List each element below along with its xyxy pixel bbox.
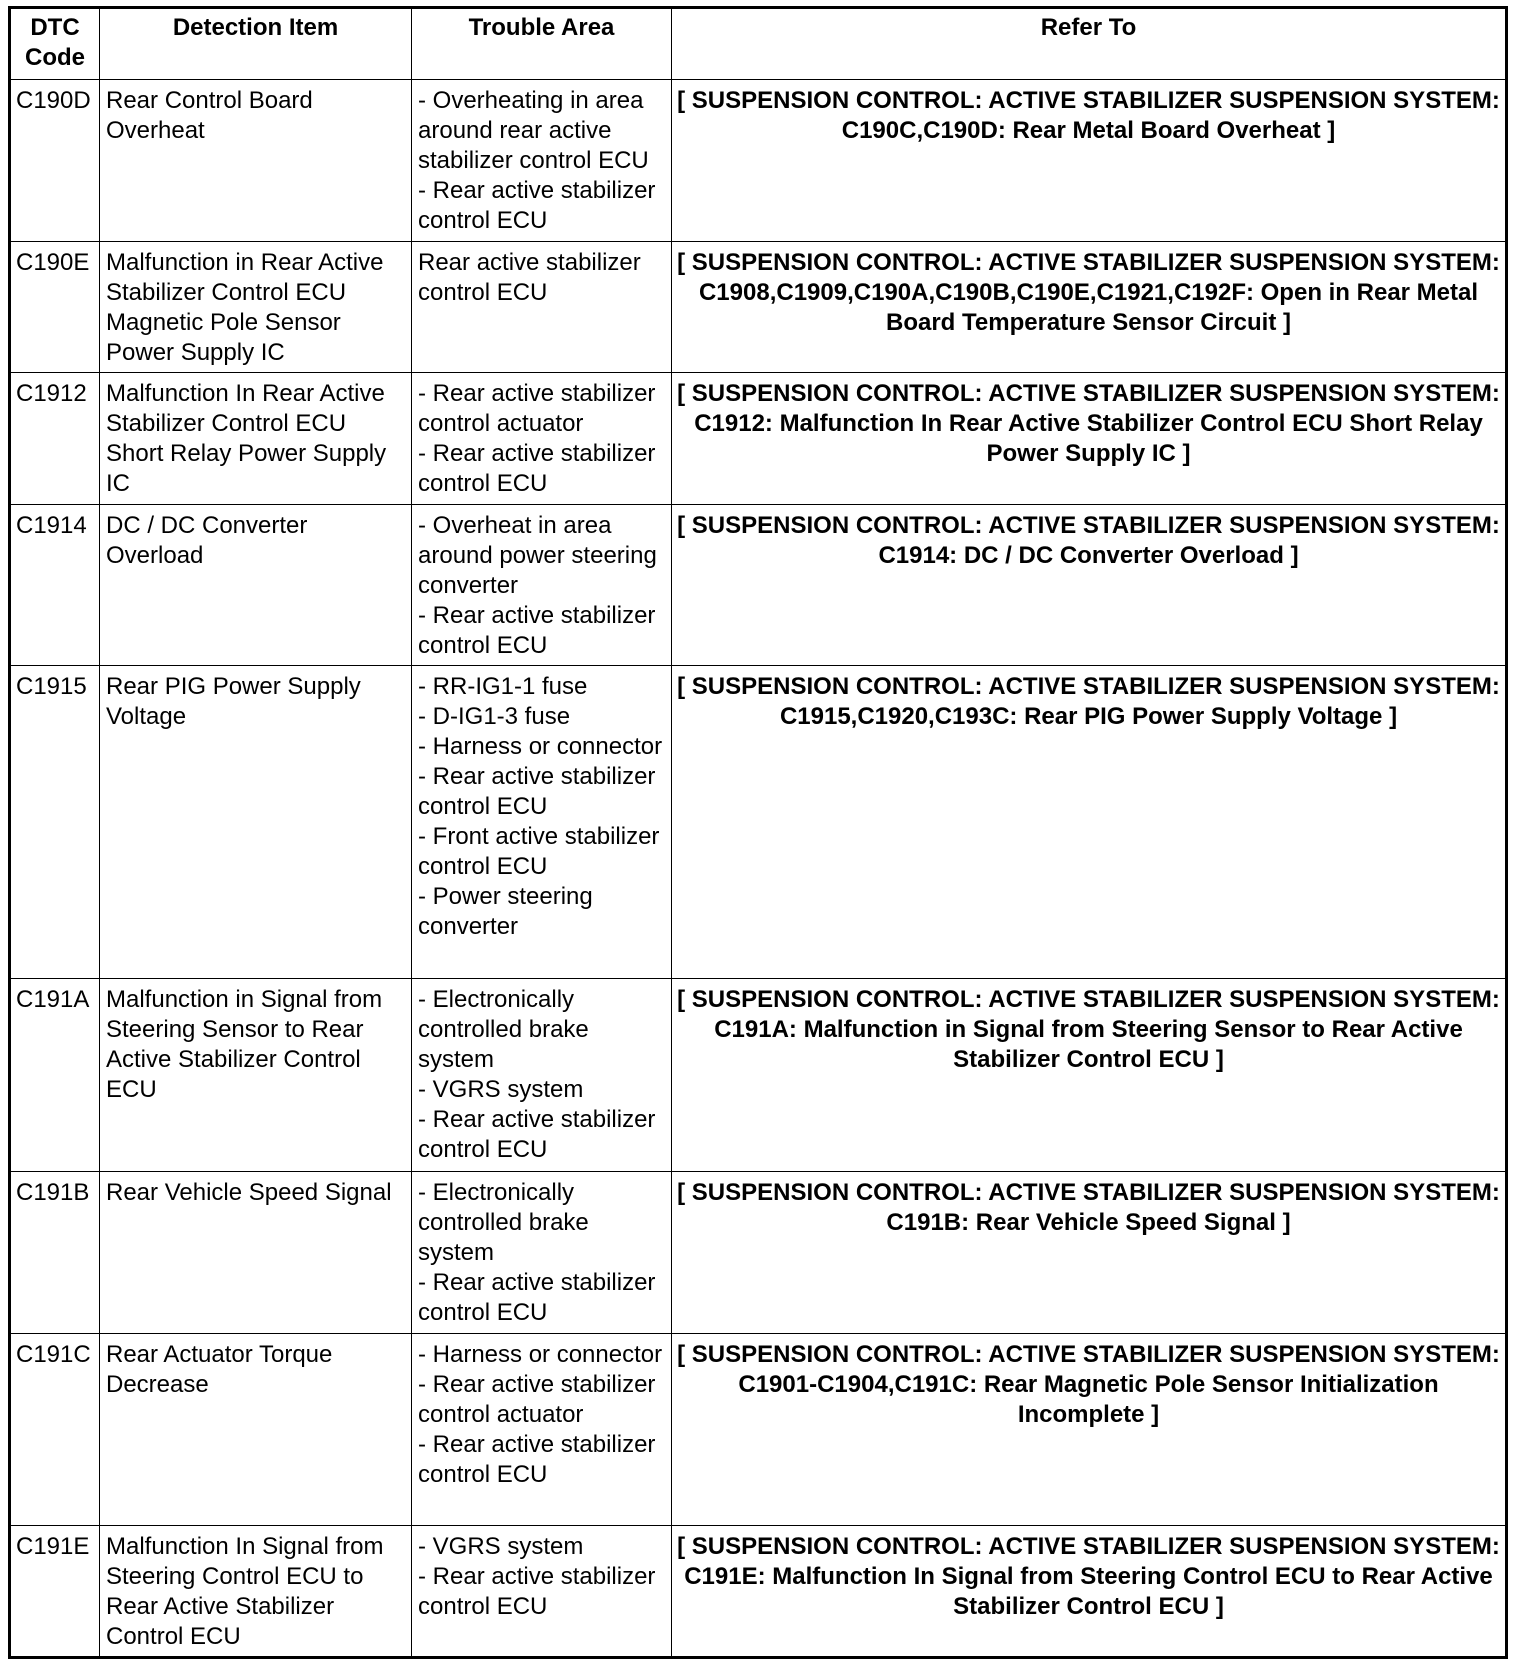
- refer-to-link[interactable]: [ SUSPENSION CONTROL: ACTIVE STABILIZER SUSPENSION SYSTEM: C190C,C190D: Rear Metal Board Overheat ]: [672, 80, 1507, 242]
- trouble-area-item: Rear active stabilizer control ECU: [418, 248, 648, 306]
- table-row: [10, 373, 1507, 505]
- detection-item-cell: Rear Actuator Torque Decrease: [100, 1333, 412, 1526]
- dtc-code-cell: C191A: [10, 979, 100, 1172]
- dtc-code-cell: C1915: [10, 666, 100, 979]
- refer-to-link[interactable]: [ SUSPENSION CONTROL: ACTIVE STABILIZER SUSPENSION SYSTEM: C191B: Rear Vehicle Speed Signal ]: [672, 1172, 1507, 1334]
- detection-item-cell: Malfunction in Signal from Steering Sensor to Rear Active Stabilizer Control ECU: [100, 979, 412, 1172]
- trouble-area-item: - VGRS system: [418, 1533, 584, 1561]
- table-row: [10, 1333, 1507, 1526]
- detection-item-cell: Rear PIG Power Supply Voltage: [100, 666, 412, 979]
- refer-to-link[interactable]: [ SUSPENSION CONTROL: ACTIVE STABILIZER SUSPENSION SYSTEM: C1908,C1909,C190A,C190B,C190E,C1921,C192F: Open in Rear Metal Board Temperature Sensor Circuit ]: [672, 241, 1507, 373]
- header-detection-item: Detection Item: [100, 8, 412, 80]
- table-row: [10, 1526, 1507, 1658]
- trouble-area-item: - Rear active stabilizer control ECU: [418, 1563, 663, 1621]
- trouble-area-cell: [412, 241, 672, 373]
- trouble-area-item: - Rear active stabilizer control ECU: [418, 1269, 663, 1327]
- detection-item-cell: Malfunction in Rear Active Stabilizer Control ECU Magnetic Pole Sensor Power Supply IC: [100, 241, 412, 373]
- dtc-code-cell: C191E: [10, 1526, 100, 1658]
- trouble-area-cell: [412, 666, 672, 979]
- header-dtc-code-line2: Code: [25, 44, 85, 71]
- detection-item-cell: DC / DC Converter Overload: [100, 504, 412, 666]
- trouble-area-item: - Electronically controlled brake system: [418, 1179, 596, 1267]
- trouble-area-cell: [412, 1333, 672, 1526]
- trouble-area-item: - Rear active stabilizer control ECU: [418, 1430, 663, 1488]
- trouble-area-cell: [412, 504, 672, 666]
- trouble-area-item: - Rear active stabilizer control ECU: [418, 440, 663, 498]
- trouble-area-item: - Overheat in area around power steering converter: [418, 511, 664, 599]
- trouble-area-item: - Front active stabilizer control ECU: [418, 823, 667, 881]
- table-row: [10, 241, 1507, 373]
- header-row: [10, 8, 1507, 80]
- detection-item-cell: Rear Control Board Overheat: [100, 80, 412, 242]
- trouble-area-item: - Rear active stabilizer control ECU: [418, 763, 663, 821]
- detection-item-cell: Malfunction In Rear Active Stabilizer Control ECU Short Relay Power Supply IC: [100, 373, 412, 505]
- table-row: [10, 80, 1507, 242]
- refer-to-link[interactable]: [ SUSPENSION CONTROL: ACTIVE STABILIZER SUSPENSION SYSTEM: C1912: Malfunction In Rear Active Stabilizer Control ECU Short Relay Power Supply IC ]: [672, 373, 1507, 505]
- trouble-area-item: - Rear active stabilizer control ECU: [418, 1106, 663, 1164]
- refer-to-link[interactable]: [ SUSPENSION CONTROL: ACTIVE STABILIZER SUSPENSION SYSTEM: C1914: DC / DC Converter Overload ]: [672, 504, 1507, 666]
- dtc-code-cell: C191B: [10, 1172, 100, 1334]
- trouble-area-item: - D-IG1-3 fuse: [418, 703, 571, 731]
- refer-to-link[interactable]: [ SUSPENSION CONTROL: ACTIVE STABILIZER SUSPENSION SYSTEM: C191A: Malfunction in Signal from Steering Sensor to Rear Active Stabilizer Control ECU ]: [672, 979, 1507, 1172]
- table-body: [10, 80, 1507, 1658]
- dtc-code-cell: C190E: [10, 241, 100, 373]
- trouble-area-item: - Power steering converter: [418, 883, 600, 941]
- table-row: [10, 979, 1507, 1172]
- trouble-area-item: - Rear active stabilizer control ECU: [418, 601, 663, 659]
- detection-item-cell: Rear Vehicle Speed Signal: [100, 1172, 412, 1334]
- trouble-area-item: - Rear active stabilizer control actuator: [418, 380, 663, 438]
- table-row: [10, 504, 1507, 666]
- trouble-area-cell: [412, 373, 672, 505]
- trouble-area-cell: [412, 979, 672, 1172]
- trouble-area-item: - Rear active stabilizer control ECU: [418, 177, 663, 234]
- refer-to-link[interactable]: [ SUSPENSION CONTROL: ACTIVE STABILIZER SUSPENSION SYSTEM: C1901-C1904,C191C: Rear Magnetic Pole Sensor Initialization Incomplete ]: [672, 1333, 1507, 1526]
- trouble-area-cell: [412, 1172, 672, 1334]
- dtc-code-cell: C190D: [10, 80, 100, 242]
- header-trouble-area: Trouble Area: [412, 8, 672, 80]
- refer-to-link[interactable]: [ SUSPENSION CONTROL: ACTIVE STABILIZER SUSPENSION SYSTEM: C191E: Malfunction In Signal from Steering Control ECU to Rear Active Stabilizer Control ECU ]: [672, 1526, 1507, 1658]
- trouble-area-item: - Overheating in area around rear active stabilizer control ECU: [418, 87, 651, 174]
- detection-item-cell: Malfunction In Signal from Steering Control ECU to Rear Active Stabilizer Control ECU: [100, 1526, 412, 1658]
- dtc-code-cell: C191C: [10, 1333, 100, 1526]
- trouble-area-item: - Harness or connector: [418, 1340, 663, 1368]
- header-dtc-code-line1: DTC: [30, 14, 80, 41]
- dtc-code-cell: C1914: [10, 504, 100, 666]
- trouble-area-item: - Rear active stabilizer control actuator: [418, 1370, 663, 1428]
- refer-to-link[interactable]: [ SUSPENSION CONTROL: ACTIVE STABILIZER SUSPENSION SYSTEM: C1915,C1920,C193C: Rear PIG Power Supply Voltage ]: [672, 666, 1507, 979]
- table-row: [10, 1172, 1507, 1334]
- header-dtc-code: [10, 8, 100, 80]
- trouble-area-cell: [412, 1526, 672, 1658]
- trouble-area-item: - RR-IG1-1 fuse: [418, 673, 588, 701]
- dtc-code-cell: C1912: [10, 373, 100, 505]
- trouble-area-item: - VGRS system: [418, 1076, 584, 1104]
- header-refer-to: Refer To: [672, 8, 1507, 80]
- trouble-area-item: - Harness or connector: [418, 733, 663, 761]
- dtc-table: [8, 6, 1508, 1659]
- trouble-area-cell: [412, 80, 672, 242]
- trouble-area-item: - Electronically controlled brake system: [418, 986, 596, 1074]
- table-row: [10, 666, 1507, 979]
